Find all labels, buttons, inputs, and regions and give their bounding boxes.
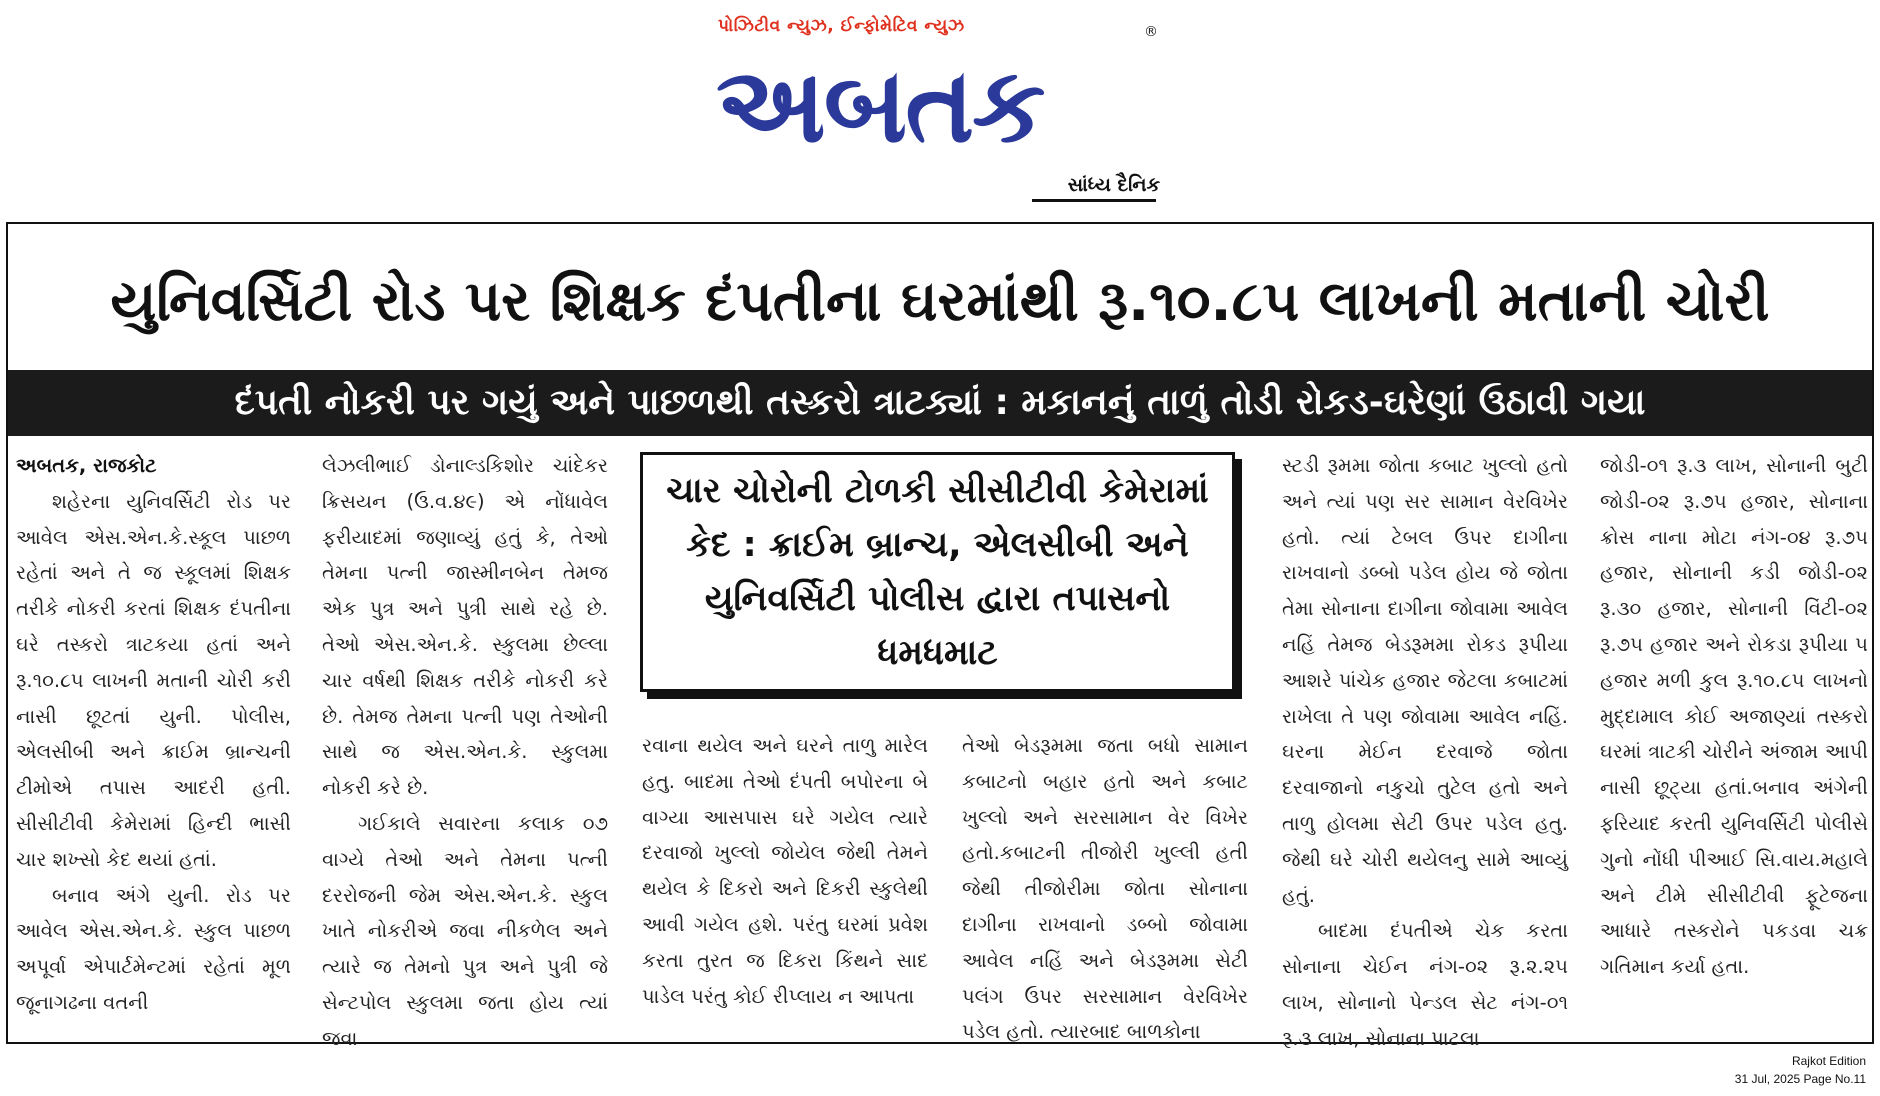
article-headline: યુનિવર્સિટી રોડ પર શિક્ષક દંપતીના ઘરમાંથી રૂ.૧૦.૮૫ લાખની મતાની ચોરી	[110, 269, 1770, 334]
column-1-paragraph-1: શહેરના યુનિવર્સિટી રોડ પર આવેલ એસ.એન.કે.સ્કૂલ પાછળ રહેતાં અને તે જ સ્કૂલમાં શિક્ષક તરીકે નોકરી કરતાં શિક્ષક દંપતીના ઘરે તસ્કરો ત્રાટકયા હતાં અને રૂ.૧૦.૮૫ લાખની મતાની ચોરી કરી નાસી છૂટતાં યુની. પોલીસ, એલસીબી અને ક્રાઈમ બ્રાન્ચની ટીમોએ તપાસ આદરી હતી. સીસીટીવી કેમેરામાં હિન્દી ભાસી ચાર શખ્સો કેદ થયાં હતાં.	[16, 489, 291, 871]
article-column-5	[1282, 448, 1568, 1057]
date-page-label: 31 Jul, 2025 Page No.11	[1734, 1072, 1866, 1086]
article-subheadline: દંપતી નોકરી પર ગયું અને પાછળથી તસ્કરો ત્રાટક્યાં : મકાનનું તાળું તોડી રોકડ-ઘરેણાં ઉઠાવી ગયા	[8, 370, 1872, 436]
edition-label: Rajkot Edition	[1791, 1054, 1866, 1068]
column-1-paragraph-2: બનાવ અંગે યુની. રોડ પર આવેલ એસ.એન.કે. સ્કુલ પાછળ અપૂર્વા એપાર્ટમેન્ટમાં રહેતાં મૂળ જૂનાગઢના વતની	[16, 883, 291, 1014]
newspaper-logo: અબતક	[716, 44, 1044, 166]
column-5-paragraph-1: સ્ટડી રૂમમા જોતા કબાટ ખુલ્લો હતો અને ત્યાં પણ સર સામાન વેરવિખેર હતો. ત્યાં ટેબલ ઉપર દાગીના રાખવાનો ડબ્બો પડેલ હોય જે જોતા તેમા સોનાના દાગીના જોવામા આવેલ નહિં તેમજ બેડરૂમમા રોકડ રૂપીયા આશરે પાંચેક હજાર જેટલા કબાટમાં રાખેલા તે પણ જોવામા આવેલ નહિં. ઘરના મેઈન દરવાજે જોતા દરવાજાનો નકુચો તુટેલ હતો અને તાળુ હોલમા સેટી ઉપર પડેલ હતુ. જેથી ઘરે ચોરી થયેલનુ સામે આવ્યું હતું.	[1282, 454, 1568, 907]
subtag-underline	[1032, 199, 1156, 202]
highlight-callout-box	[640, 452, 1235, 692]
column-6-paragraph-1: જોડી-૦૧ રૂ.૩ લાખ, સોનાની બુટી જોડી-૦૨ રૂ.૭૫ હજાર, સોનાના ક્રોસ નાના મોટા નંગ-૦૪ રૂ.૭૫ હજાર, સોનાની કડી જોડી-૦૨ રૂ.૩૦ હજાર, સોનાની વિંટી-૦૨ રૂ.૭૫ હજાર અને રોકડા રૂપીયા ૫ હજાર મળી કુલ રૂ.૧૦.૮૫ લાખનો મુદ્દામાલ કોઈ અજાણ્યાં તસ્કરો ઘરમાં ત્રાટકી ચોરીને અંજામ આપી નાસી છૂટ્યા હતાં.બનાવ અંગેની ફરિયાદ કરતી યુનિવર્સિટી પોલીસે ગુનો નોંધી પીઆઈ સિ.વાય.મહાલે અને ટીમે સીસીટીવી ફૂટેજના આધારે તસ્કરોને પકડવા ચક્ર ગતિમાન કર્યા હતા.	[1600, 454, 1868, 979]
masthead-subtag: સાંધ્ય દૈનિક	[1067, 174, 1160, 196]
column-3-paragraph-1: રવાના થયેલ અને ઘરને તાળુ મારેલ હતુ. બાદમા તેઓ દંપતી બપોરના બે વાગ્યા આસપાસ ઘરે ગયેલ ત્યારે દરવાજો ખુલ્લો જોયેલ જેથી તેમને થયેલ કે દિકરો અને દિકરી સ્કુલેથી આવી ગયેલ હશે. પરંતુ ઘરમાં પ્રવેશ કરતા તુરત જ દિકરા કિંથને સાદ પાડેલ પરંતુ કોઈ રીપ્લાય ન આપતા	[642, 734, 928, 1008]
column-5-paragraph-2: બાદમા દંપતીએ ચેક કરતા સોનાના ચેઈન નંગ-૦૨ રૂ.૨.૨૫ લાખ, સોનાનો પેન્ડલ સેટ નંગ-૦૧ રૂ.૩ લાખ, સોનાના પાટલા	[1282, 919, 1568, 1050]
article-column-1	[16, 448, 291, 1021]
dateline: અબતક, રાજકોટ	[16, 454, 157, 477]
edition-footer	[1735, 1052, 1866, 1088]
callout-text: ચાર ચોરોની ટોળકી સીસીટીવી કેમેરામાં કેદ : ક્રાઈમ બ્રાન્ચ, એલસીબી અને યુનિવર્સિટી પોલીસ દ્વારા તપાસનો ધમધમાટ	[666, 471, 1209, 673]
column-2-paragraph-2: ગઈકાલે સવારના કલાક ૦૭ વાગ્યે તેઓ અને તેમના પત્ની દરરોજની જેમ એસ.એન.કે. સ્કુલ ખાતે નોકરીએ જવા નીકળેલ અને ત્યારે જ તેમનો પુત્ર અને પુત્રી જે સેન્ટપોલ સ્કુલમા જતા હોય ત્યાં જવા	[322, 811, 608, 1050]
article-column-4	[962, 728, 1248, 1050]
article-column-6	[1600, 448, 1868, 985]
registered-mark: ®	[1144, 24, 1158, 40]
column-2-paragraph-1: લેઝલીભાઈ ડોનાલ્ડકિશોર ચાંદેકર ક્રિસયન (ઉ.વ.૪૯) એ નોંધાવેલ ફરીયાદમાં જણાવ્યું હતું કે, તેઓ તેમના પત્ની જાસ્મીનબેન તેમજ એક પુત્ર અને પુત્રી સાથે રહે છે. તેઓ એસ.એન.કે. સ્કુલમા છેલ્લા ચાર વર્ષથી શિક્ષક તરીકે નોકરી કરે છે. તેમજ તેમના પત્ની પણ તેઓની સાથે જ એસ.એન.કે. સ્કુલમા નોકરી કરે છે.	[322, 454, 608, 800]
article-column-3	[642, 728, 928, 1014]
column-4-paragraph-1: તેઓ બેડરૂમમા જતા બધો સામાન કબાટનો બહાર હતો અને કબાટ ખુલ્લો અને સરસામાન વેર વિખેર હતો.કબાટની તીજોરી ખુલ્લી હતી જેથી તીજોરીમા જોતા સોનાના દાગીના રાખવાનો ડબ્બો જોવામા આવેલ નહિં અને બેડરૂમમા સેટી પલંગ ઉપર સરસામાન વેરવિખેર પડેલ હતો. ત્યારબાદ બાળકોના	[962, 734, 1248, 1044]
masthead-tagline: પોઝિટીવ ન્યુઝ, ઈન્ફોમેટિવ ન્યુઝ	[718, 16, 965, 36]
article-column-2	[322, 448, 608, 1057]
